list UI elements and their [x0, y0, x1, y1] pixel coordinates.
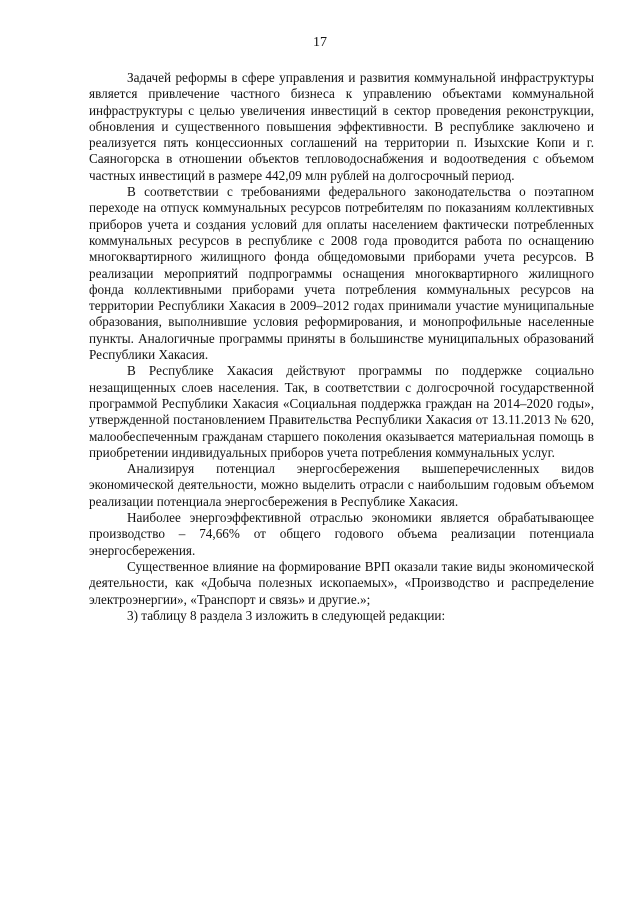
page-number: 17	[313, 35, 327, 50]
paragraph-most-efficient-sector: Наиболее энергоэффективной отраслью экономики является обрабатывающее производство – 74,66% от общего годового объема реализации потенциала энергосбережения.	[89, 510, 594, 558]
paragraph-social-support: В Республике Хакасия действуют программы по поддержке социально незащищенных слоев населения. Так, в соответствии с долгосрочной государственной программой Республики Хакасия «Социальная поддержка граждан на 2014–2020 годы», утвержденной постановлением Правительства Республики Хакасия от 13.11.2013 № 620, малообеспеченным гражданам старшего поколения оказывается материальная помощь в приобретении индивидуальных приборов учета потребления коммунальных услуг.	[89, 363, 594, 460]
paragraph-table-amendment: 3) таблицу 8 раздела 3 изложить в следующей редакции:	[127, 607, 446, 623]
document-body	[89, 70, 594, 624]
paragraph-utility-reform: Задачей реформы в сфере управления и развития коммунальной инфраструктуры является привлечение частного бизнеса к управлению объектами коммунальной инфраструктуры с целью увеличения инвестиций в сектор проведения реконструкции, обновления и существенного повышения эффективности. В республике заключено и реализуется пять концессионных соглашений на территории п. Изыхские Копи и г. Саяногорска в отношении объектов тепловодоснабжения и водоотведения с объемом частных инвестиций в размере 442,09 млн рублей на долгосрочный период.	[89, 70, 594, 183]
paragraph-metering-devices: В соответствии с требованиями федерального законодательства о поэтапном переходе на отпуск коммунальных ресурсов потребителям по показаниям коллективных приборов учета и создания условий для оплаты населением фактически потребленных коммунальных ресурсов в республике с 2008 года проводится работа по оснащению многоквартирного жилищного фонда общедомовыми приборами учета ресурсов. В реализации мероприятий подпрограммы оснащения многоквартирного жилищного фонда коллективными приборами учета потребления коммунальных ресурсов на территории Республики Хакасия в 2009–2012 годах принимали участие муниципальные образования, выполнившие условия реформирования, и монопрофильные населенные пункты. Аналогичные программы приняты в большинстве муниципальных образований Республики Хакасия.	[89, 184, 594, 363]
paragraph-energy-potential: Анализируя потенциал энергосбережения вышеперечисленных видов экономической деятельности, можно выделить отрасли с наибольшим годовым объемом реализации потенциала энергосбережения в Республике Хакасия.	[89, 461, 594, 509]
paragraph-grp-influence: Существенное влияние на формирование ВРП оказали такие виды экономической деятельности, как «Добыча полезных ископаемых», «Производство и распределение электроэнергии», «Транспорт и связь» и другие.»;	[89, 558, 594, 607]
